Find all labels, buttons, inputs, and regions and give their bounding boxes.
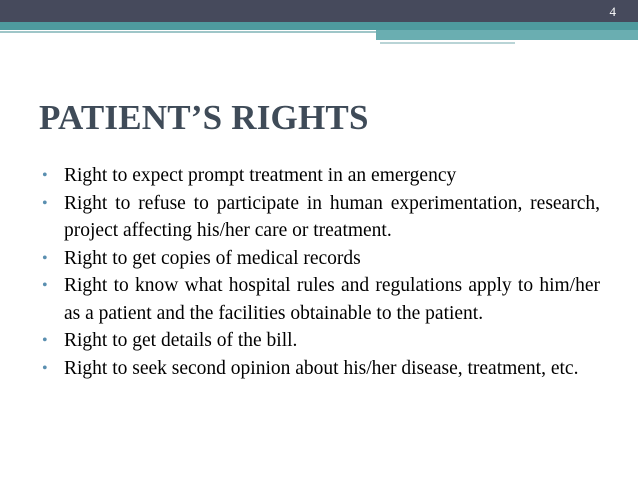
bullet-icon: • [42, 167, 48, 184]
slide-title: PATIENT’S RIGHTS [39, 98, 369, 137]
slide-number: 4 [609, 4, 616, 19]
bullet-icon: • [42, 332, 48, 349]
bullet-text: Right to expect prompt treatment in an emergency [64, 165, 457, 186]
bullet-text: Right to seek second opinion about his/her disease, treatment, etc. [64, 357, 579, 379]
decorative-line-right [380, 42, 515, 44]
bullet-item [40, 355, 600, 383]
bullet-item [40, 327, 600, 355]
decorative-line-left [0, 31, 376, 33]
bullet-text: Right to get details of the bill. [64, 330, 298, 351]
bullet-item [40, 245, 600, 273]
accent-strip-right [376, 30, 638, 40]
bullet-text: Right to know what hospital rules and regulations apply to him/her as a patient and the facilities obtainable to the patient. [64, 275, 600, 324]
accent-band [0, 22, 638, 30]
bullet-text: Right to refuse to participate in human experimentation, research, project affecting his/her care or treatment. [64, 192, 600, 241]
bullet-list [40, 162, 600, 382]
bullet-icon: • [42, 194, 48, 212]
header-band [0, 0, 638, 22]
bullet-icon: • [42, 277, 48, 294]
bullet-item [40, 190, 600, 245]
bullet-item [40, 272, 600, 327]
bullet-icon: • [42, 249, 48, 267]
bullet-text: Right to get copies of medical records [64, 247, 361, 269]
bullet-item [40, 162, 600, 190]
bullet-icon: • [42, 359, 48, 377]
